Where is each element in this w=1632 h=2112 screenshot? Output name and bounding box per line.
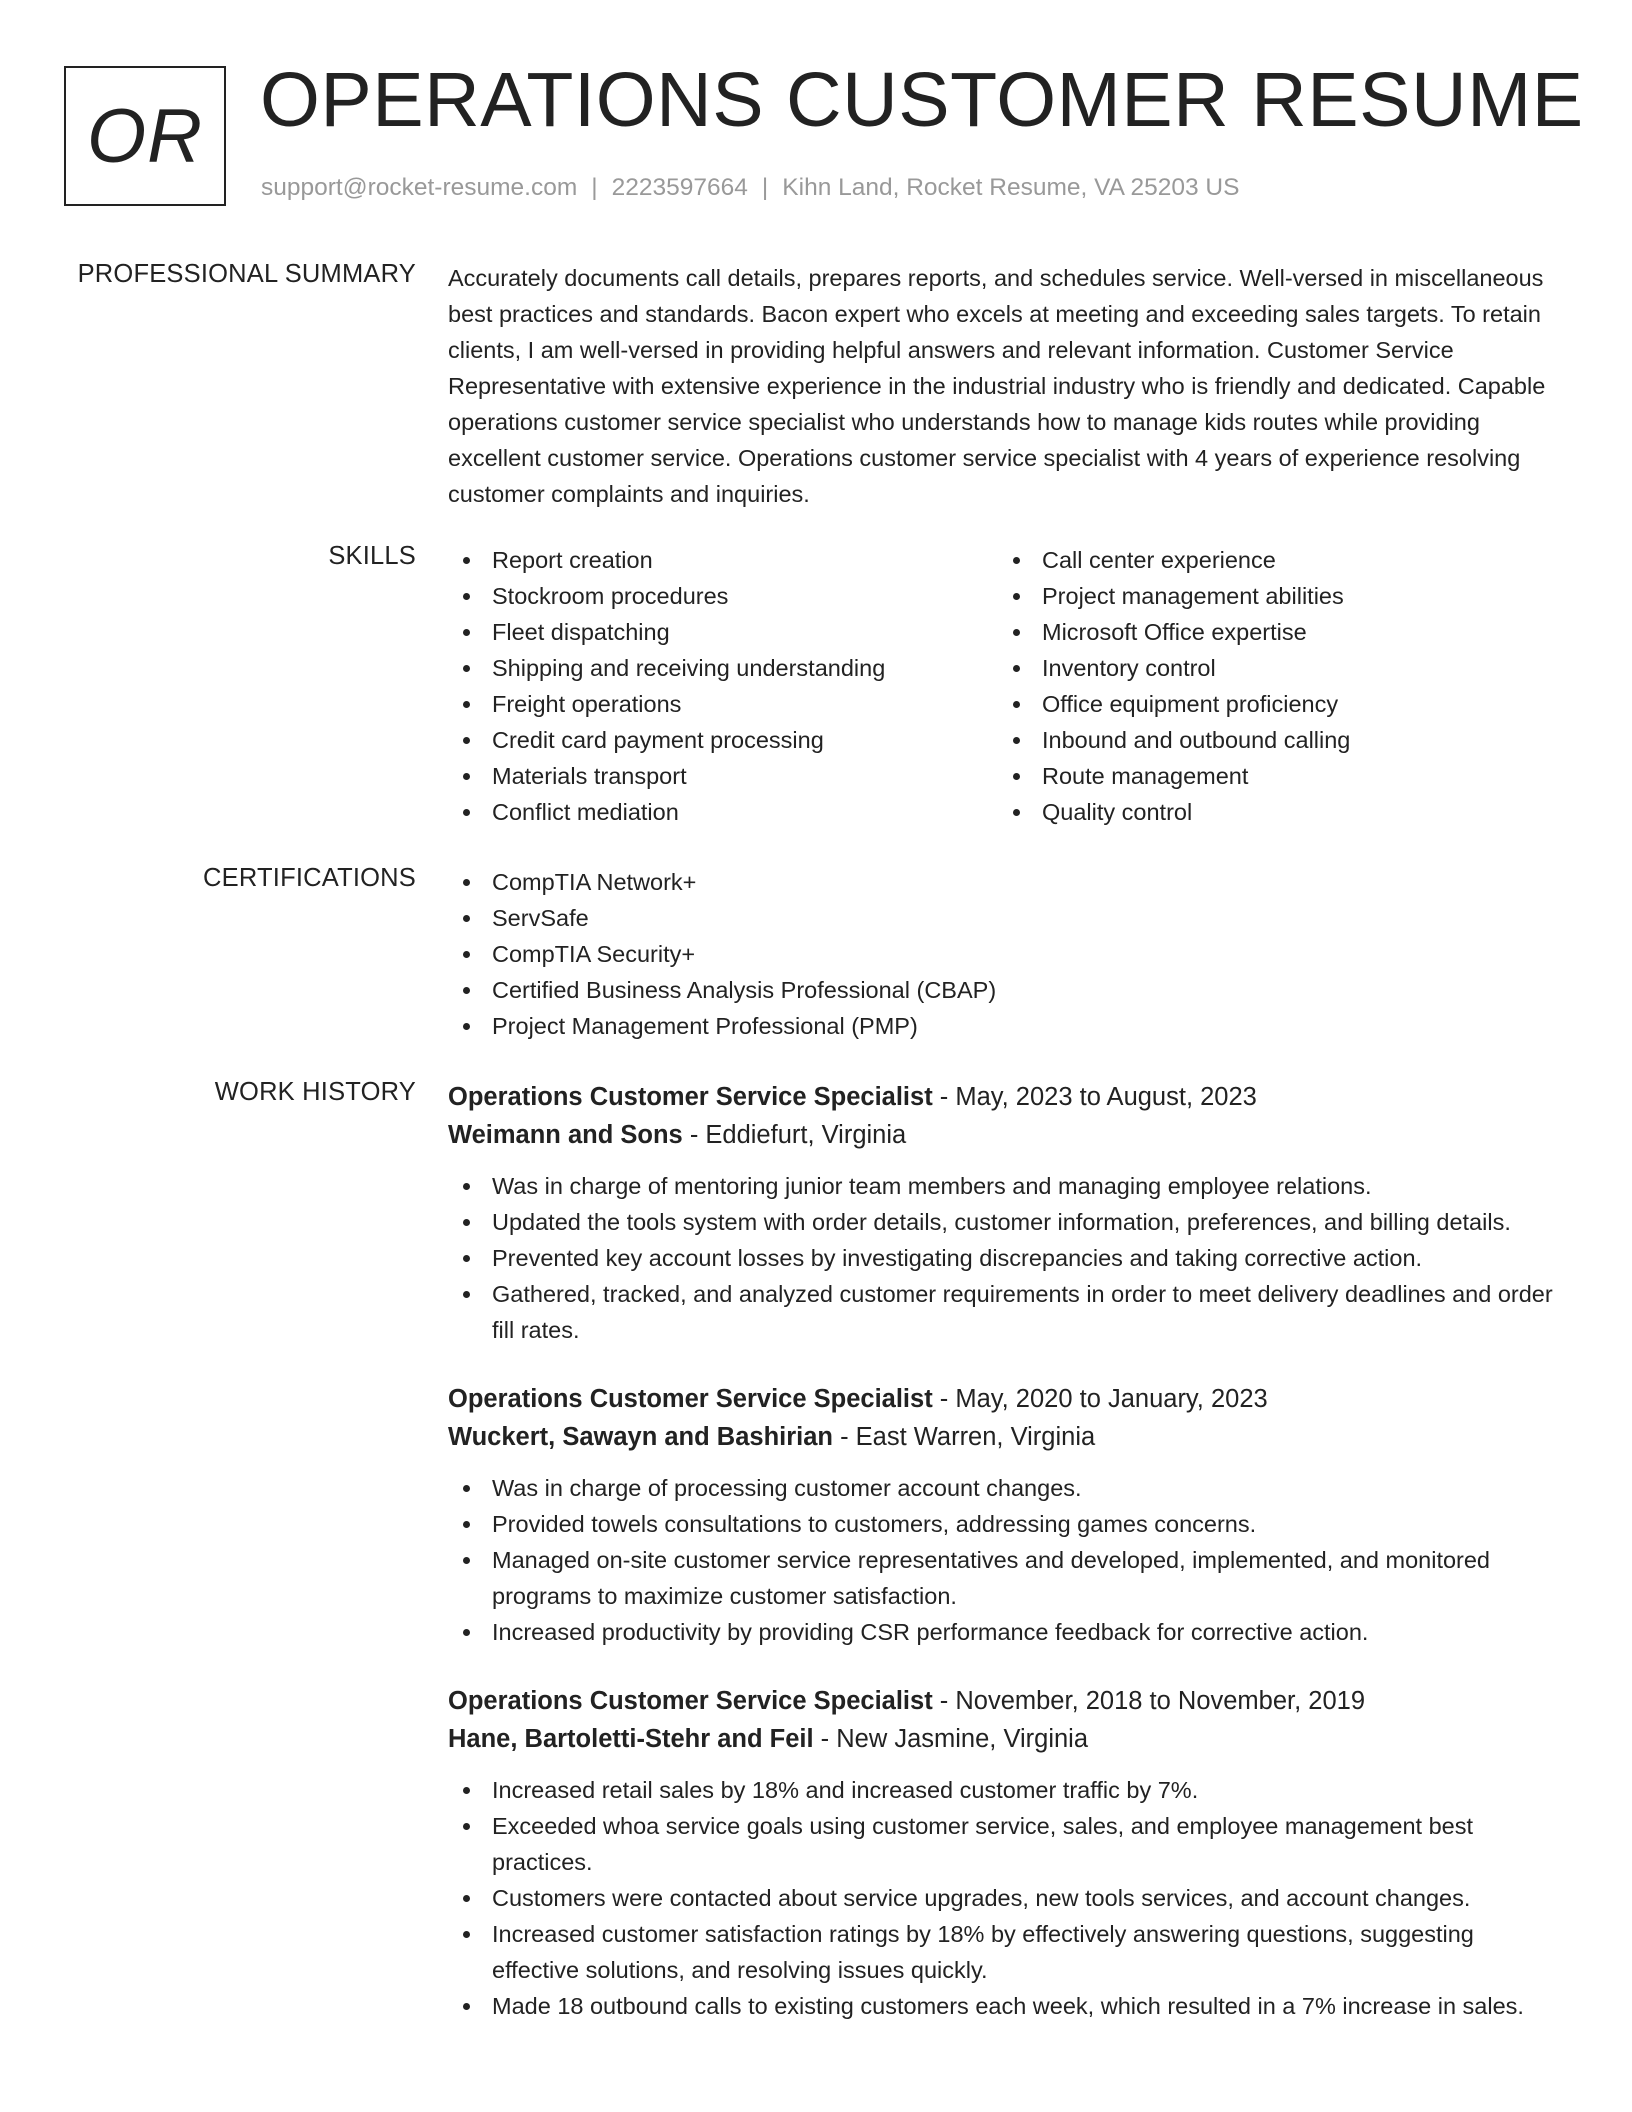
job-bullet: Increased retail sales by 18% and increased customer traffic by 7%. xyxy=(448,1772,1566,1808)
job-dates: - May, 2020 to January, 2023 xyxy=(932,1385,1268,1413)
skill-item: Conflict mediation xyxy=(448,794,998,830)
skills-list-left xyxy=(448,542,998,830)
job-bullet: Increased productivity by providing CSR performance feedback for corrective action. xyxy=(448,1614,1566,1650)
skill-item: Freight operations xyxy=(448,686,998,722)
skill-item: Quality control xyxy=(998,794,1548,830)
certification-item: ServSafe xyxy=(448,900,1566,936)
work-history-heading: WORK HISTORY xyxy=(214,1078,416,1106)
job-bullet: Customers were contacted about service upgrades, new tools services, and account changes. xyxy=(448,1880,1566,1916)
job-title: Operations Customer Service Specialist xyxy=(448,1687,933,1715)
summary-heading: PROFESSIONAL SUMMARY xyxy=(77,260,416,288)
job-location: - New Jasmine, Virginia xyxy=(813,1725,1089,1753)
certification-item: CompTIA Security+ xyxy=(448,936,1566,972)
job-bullet: Made 18 outbound calls to existing customers each week, which resulted in a 7% increase in sales. xyxy=(448,1988,1566,2024)
work-history-body xyxy=(448,1078,1566,2056)
job-company: Wuckert, Sawayn and Bashirian xyxy=(448,1423,833,1451)
certification-item: Certified Business Analysis Professional (CBAP) xyxy=(448,972,1566,1008)
job-entry xyxy=(448,1380,1566,1650)
job-bullet: Updated the tools system with order details, customer information, preferences, and billing details. xyxy=(448,1204,1566,1240)
job-company-line xyxy=(448,1418,1566,1456)
skill-item: Route management xyxy=(998,758,1548,794)
job-entry xyxy=(448,1078,1566,1348)
skill-item: Credit card payment processing xyxy=(448,722,998,758)
job-title: Operations Customer Service Specialist xyxy=(448,1083,933,1111)
monogram-initials: OR xyxy=(87,93,203,179)
resume-title: OPERATIONS CUSTOMER RESUME xyxy=(260,57,1584,143)
certifications-heading: CERTIFICATIONS xyxy=(203,864,416,892)
job-location: - Eddiefurt, Virginia xyxy=(682,1121,907,1149)
skill-item: Microsoft Office expertise xyxy=(998,614,1548,650)
job-bullet: Increased customer satisfaction ratings by 18% by effectively answering questions, suggesting effective solutions, and resolving issues quickly. xyxy=(448,1916,1566,1988)
job-bullets xyxy=(448,1168,1566,1348)
contact-email: support@rocket-resume.com xyxy=(261,174,578,201)
contact-separator: | xyxy=(591,174,598,201)
contact-line xyxy=(261,174,1239,202)
contact-separator: | xyxy=(761,174,769,201)
job-dates: - May, 2023 to August, 2023 xyxy=(932,1083,1257,1111)
skill-item: Stockroom procedures xyxy=(448,578,998,614)
job-entry xyxy=(448,1682,1566,2024)
job-company: Hane, Bartoletti-Stehr and Feil xyxy=(448,1725,814,1753)
job-bullet: Exceeded whoa service goals using customer service, sales, and employee management best practices. xyxy=(448,1808,1566,1880)
skill-item: Fleet dispatching xyxy=(448,614,998,650)
skills-body xyxy=(448,542,1566,830)
job-location: - East Warren, Virginia xyxy=(833,1423,1096,1451)
job-bullet: Was in charge of mentoring junior team members and managing employee relations. xyxy=(448,1168,1566,1204)
skill-item: Project management abilities xyxy=(998,578,1548,614)
skill-item: Call center experience xyxy=(998,542,1548,578)
summary-text: Accurately documents call details, prepares reports, and schedules service. Well-versed in miscellaneous best practices and standards. Bacon expert who excels at meeting and exceeding sales targets. To retain clients, I am well-versed in providing helpful answers and relevant information. Customer Service Representative with extensive experience in the industrial industry who is friendly and dedicated. Capable operations customer service specialist who understands how to manage kids routes while providing excellent customer service. Operations customer service specialist with 4 years of experience resolving customer complaints and inquiries. xyxy=(448,265,1546,507)
job-bullet: Provided towels consultations to customers, addressing games concerns. xyxy=(448,1506,1566,1542)
contact-address: Kihn Land, Rocket Resume, VA 25203 US xyxy=(782,174,1240,201)
job-bullet: Was in charge of processing customer account changes. xyxy=(448,1470,1566,1506)
summary-body xyxy=(448,260,1566,512)
certification-item: Project Management Professional (PMP) xyxy=(448,1008,1566,1044)
certifications-list xyxy=(448,864,1566,1044)
job-dates: - November, 2018 to November, 2019 xyxy=(932,1687,1366,1715)
skill-item: Office equipment proficiency xyxy=(998,686,1548,722)
job-company: Weimann and Sons xyxy=(448,1121,683,1149)
skill-item: Report creation xyxy=(448,542,998,578)
skill-item: Inbound and outbound calling xyxy=(998,722,1548,758)
contact-phone: 2223597664 xyxy=(611,174,748,201)
skill-item: Materials transport xyxy=(448,758,998,794)
skill-item: Inventory control xyxy=(998,650,1548,686)
job-title-line xyxy=(448,1682,1566,1720)
job-bullet: Prevented key account losses by investigating discrepancies and taking corrective action. xyxy=(448,1240,1566,1276)
skill-item: Shipping and receiving understanding xyxy=(448,650,998,686)
skills-heading: SKILLS xyxy=(328,542,416,570)
job-company-line xyxy=(448,1116,1566,1154)
job-bullets xyxy=(448,1772,1566,2024)
job-bullets xyxy=(448,1470,1566,1650)
job-title-line xyxy=(448,1380,1566,1418)
job-title-line xyxy=(448,1078,1566,1116)
skills-list-right xyxy=(998,542,1548,830)
certifications-body xyxy=(448,864,1566,1044)
job-title: Operations Customer Service Specialist xyxy=(448,1385,933,1413)
monogram-box xyxy=(64,66,226,206)
certification-item: CompTIA Network+ xyxy=(448,864,1566,900)
job-bullet: Gathered, tracked, and analyzed customer requirements in order to meet delivery deadlines and order fill rates. xyxy=(448,1276,1566,1348)
job-bullet: Managed on-site customer service representatives and developed, implemented, and monitored programs to maximize customer satisfaction. xyxy=(448,1542,1566,1614)
job-company-line xyxy=(448,1720,1566,1758)
